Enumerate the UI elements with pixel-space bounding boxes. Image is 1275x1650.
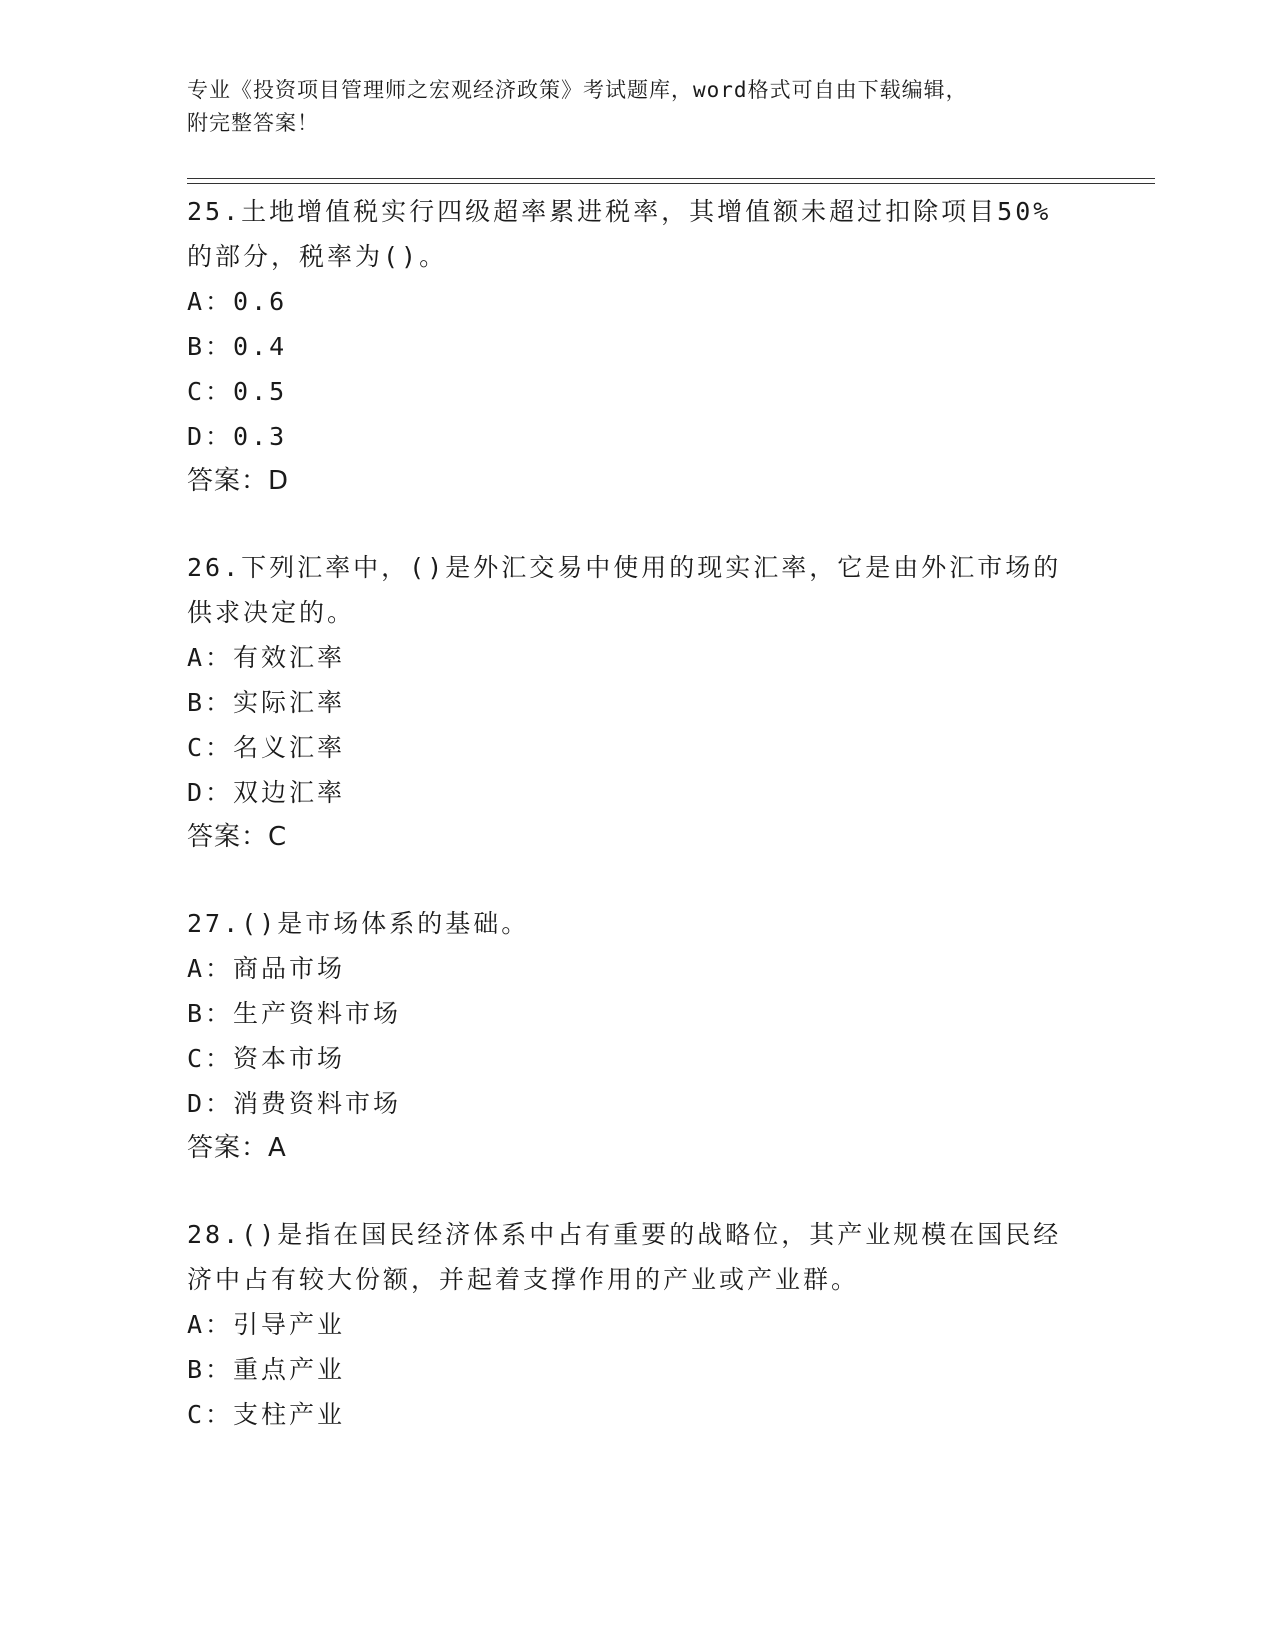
option-d: D：消费资料市场 bbox=[187, 1089, 402, 1118]
question-28 bbox=[187, 1212, 1087, 1437]
header-line-1: 专业《投资项目管理师之宏观经济政策》考试题库，word格式可自由下载编辑， bbox=[187, 78, 968, 102]
answer-label: 答案：A bbox=[187, 1133, 287, 1163]
option-c: C：资本市场 bbox=[187, 1044, 346, 1073]
option-c: C：0.5 bbox=[187, 377, 288, 406]
option-b: B：实际汇率 bbox=[187, 688, 346, 717]
option-c: C：支柱产业 bbox=[187, 1400, 346, 1429]
question-list bbox=[187, 189, 1087, 1478]
question-stem: 27.()是市场体系的基础。 bbox=[187, 909, 530, 938]
option-a: A：0.6 bbox=[187, 287, 288, 316]
header-divider-bottom bbox=[187, 183, 1155, 184]
question-stem: 25.土地增值税实行四级超率累进税率，其增值额未超过扣除项目50%的部分，税率为()。 bbox=[187, 197, 1052, 271]
question-27 bbox=[187, 901, 1087, 1171]
option-b: B：0.4 bbox=[187, 332, 288, 361]
answer-label: 答案：D bbox=[187, 466, 290, 496]
question-stem: 26.下列汇率中，()是外汇交易中使用的现实汇率，它是由外汇市场的供求决定的。 bbox=[187, 553, 1062, 627]
header-divider-top bbox=[187, 178, 1155, 179]
option-b: B：生产资料市场 bbox=[187, 999, 402, 1028]
option-d: D：0.3 bbox=[187, 422, 288, 451]
option-a: A：有效汇率 bbox=[187, 643, 346, 672]
question-stem: 28.()是指在国民经济体系中占有重要的战略位，其产业规模在国民经济中占有较大份额，并起着支撑作用的产业或产业群。 bbox=[187, 1220, 1062, 1294]
header-line-2: 附完整答案！ bbox=[187, 111, 319, 135]
option-b: B：重点产业 bbox=[187, 1355, 346, 1384]
option-a: A：商品市场 bbox=[187, 954, 346, 983]
option-c: C：名义汇率 bbox=[187, 733, 346, 762]
option-d: D：双边汇率 bbox=[187, 778, 346, 807]
answer-label: 答案：C bbox=[187, 822, 288, 852]
question-26 bbox=[187, 545, 1087, 860]
question-25 bbox=[187, 189, 1087, 504]
option-a: A：引导产业 bbox=[187, 1310, 346, 1339]
document-header bbox=[187, 74, 1087, 140]
